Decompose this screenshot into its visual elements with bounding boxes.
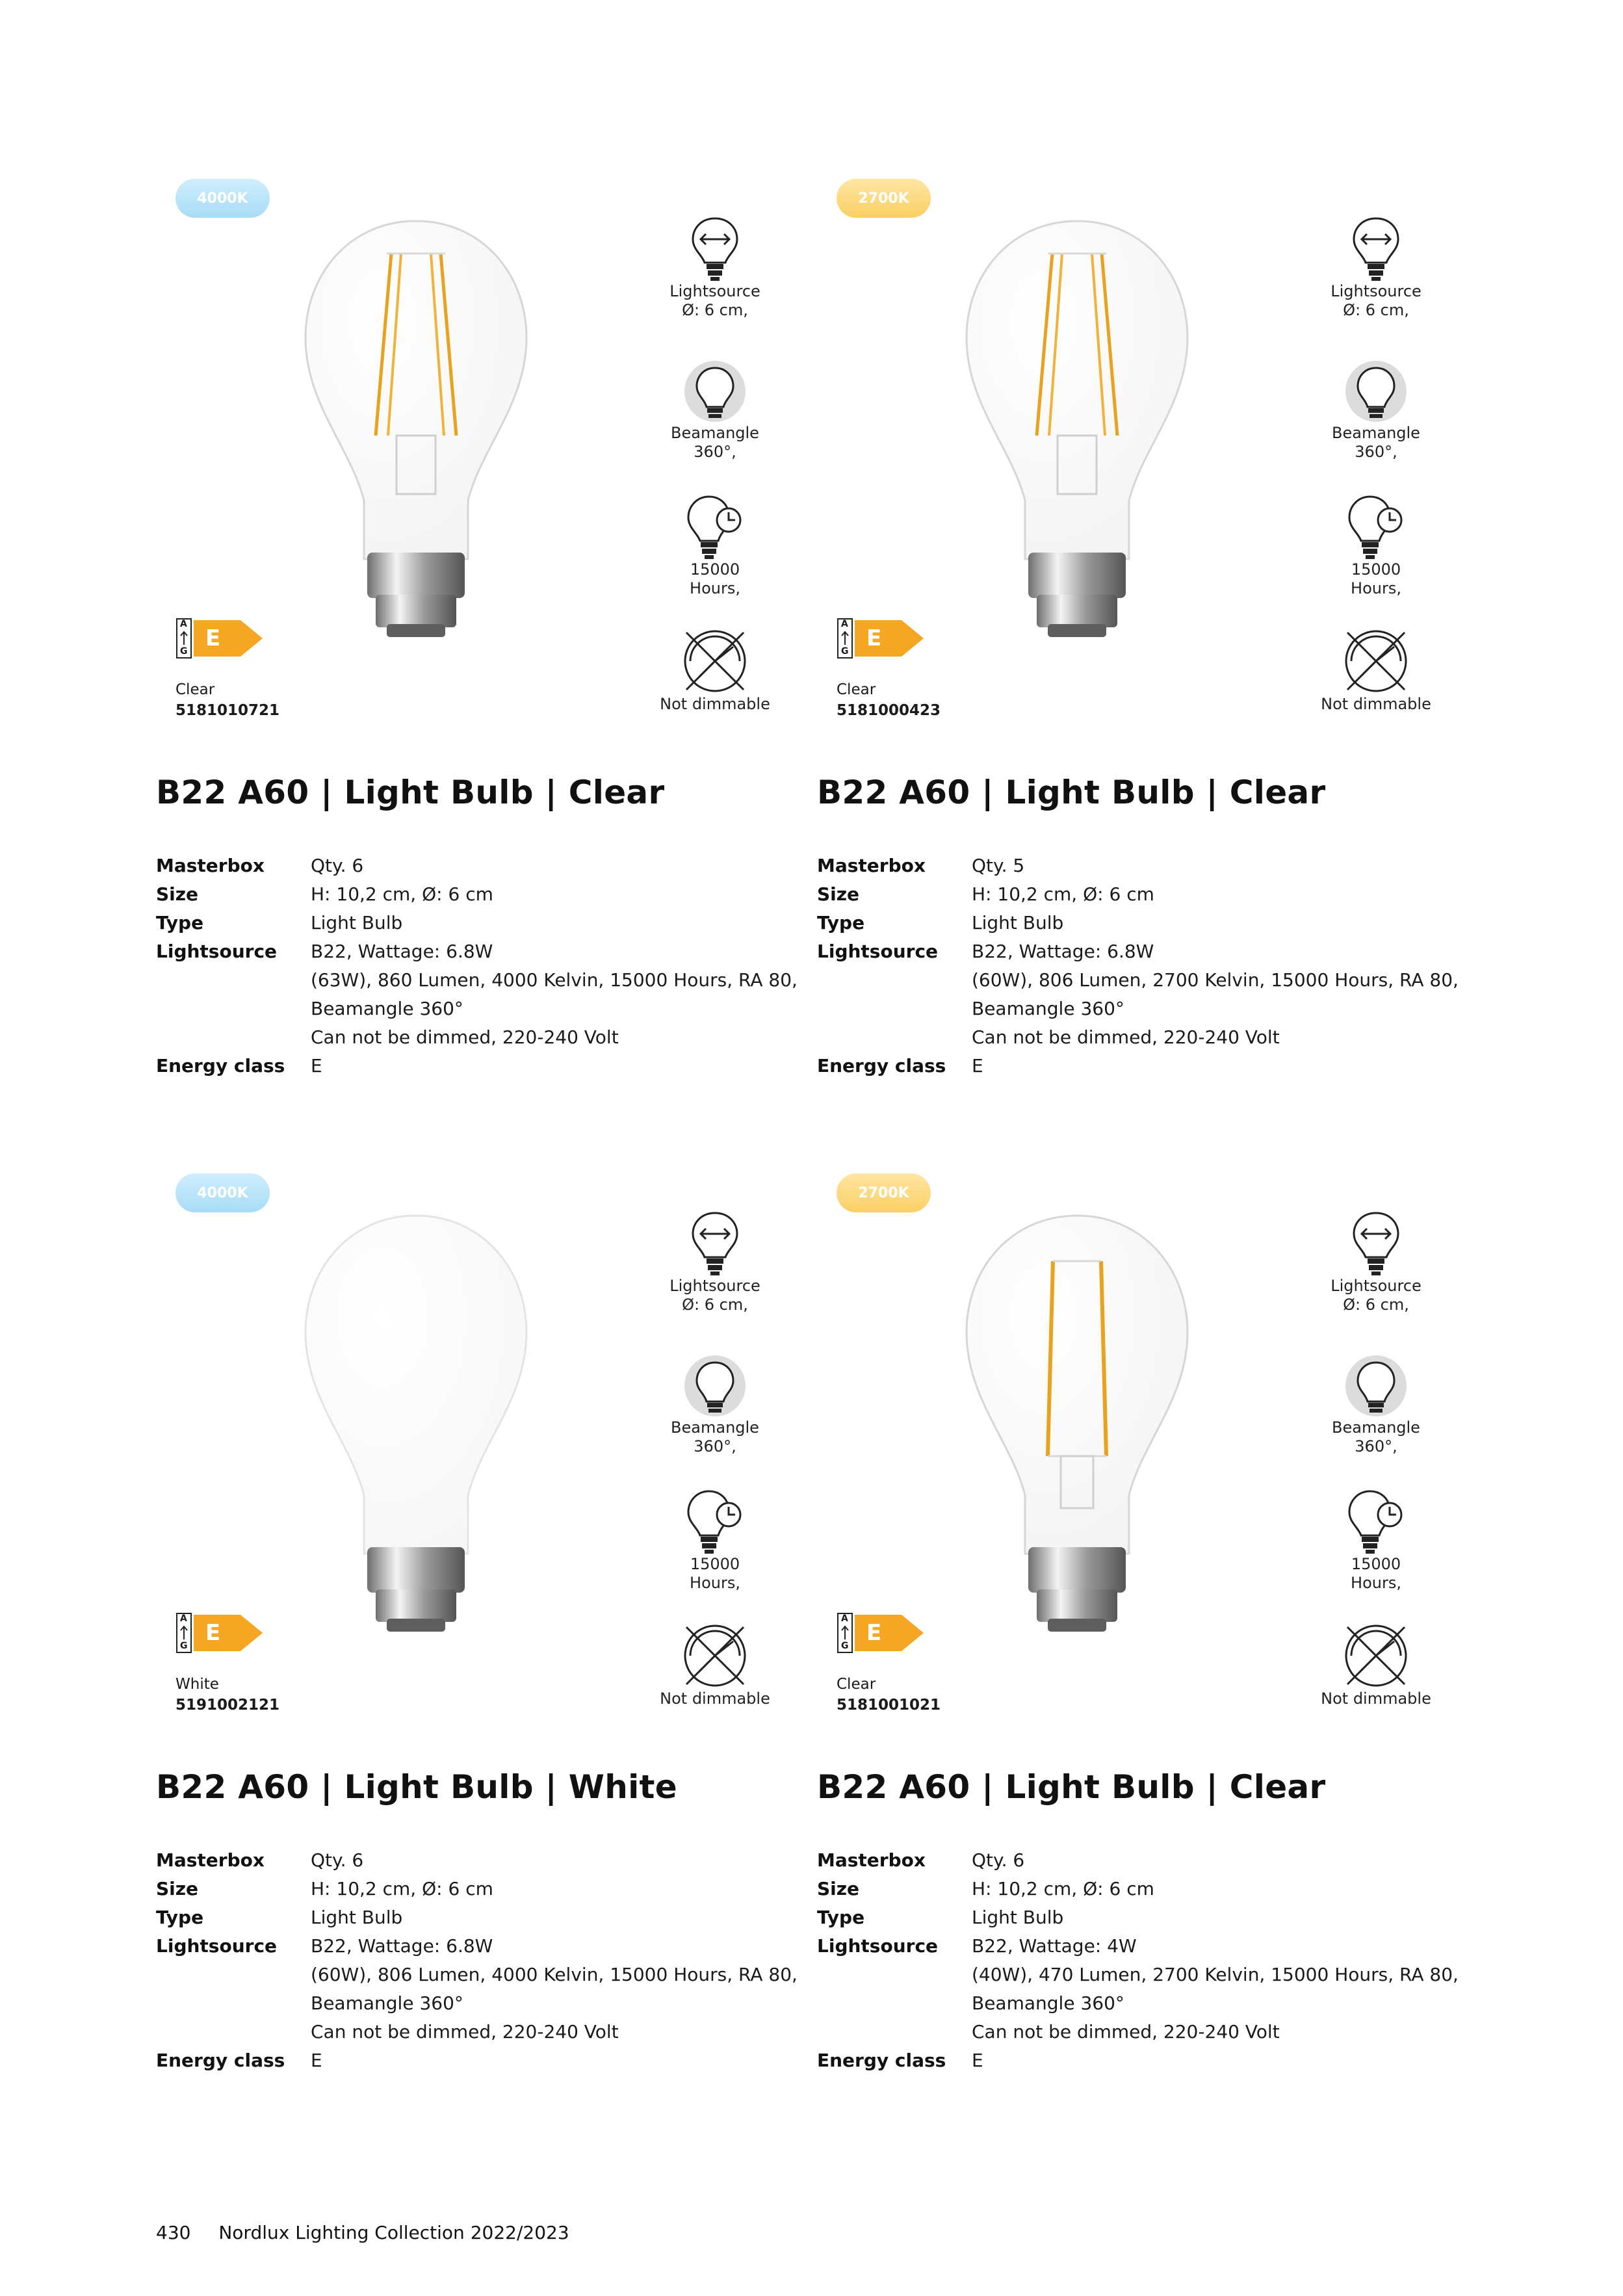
- energy-scale-top: A: [841, 619, 848, 629]
- finish-label: Clear: [837, 681, 876, 698]
- product-card: [817, 176, 1467, 1151]
- spec-value: E: [311, 1055, 322, 1076]
- lifetime-feature: [1311, 493, 1441, 598]
- lightsource-label: Lightsource: [669, 1277, 760, 1295]
- energy-label-icon: [175, 618, 266, 659]
- finish-label: White: [175, 1676, 219, 1693]
- spec-value: E: [972, 1055, 983, 1076]
- lightsource-feature: [1311, 215, 1441, 320]
- spec-label: Energy class: [817, 2050, 946, 2071]
- bulb-image: [299, 1209, 533, 1638]
- spec-table: [817, 1846, 1467, 2075]
- spec-row-masterbox: [156, 852, 806, 880]
- hours-label: Hours,: [690, 1574, 740, 1592]
- not-dimmable-icon: [650, 1622, 780, 1689]
- spec-line: B22, Wattage: 6.8W: [972, 941, 1154, 962]
- product-title: B22 A60 | Light Bulb | White: [156, 1768, 677, 1806]
- lifetime-hours-icon: [650, 1487, 780, 1555]
- beam-angle-icon: [1311, 1353, 1441, 1418]
- spec-label: Type: [156, 912, 204, 933]
- spec-row-energy: [817, 1052, 1467, 1080]
- lightsource-feature: [650, 1209, 780, 1314]
- spec-label: Energy class: [156, 1055, 285, 1076]
- dimmable-label: Not dimmable: [1321, 1689, 1431, 1708]
- page-footer: [156, 2222, 591, 2243]
- spec-label: Lightsource: [817, 1935, 939, 1957]
- hours-value: 15000: [1351, 1555, 1401, 1573]
- spec-row-type: [156, 909, 806, 937]
- spec-label: Size: [156, 1878, 199, 1899]
- finish-label: Clear: [837, 1676, 876, 1693]
- spec-value: H: 10,2 cm, Ø: 6 cm: [311, 883, 493, 905]
- spec-row-lightsource: [156, 1932, 806, 2046]
- bulb-image: [960, 215, 1194, 644]
- lifetime-feature: [650, 1487, 780, 1593]
- spec-line: Can not be dimmed, 220-240 Volt: [311, 1026, 619, 1048]
- spec-row-size: [817, 1875, 1467, 1903]
- spec-value: E: [972, 2050, 983, 2071]
- spec-value: H: 10,2 cm, Ø: 6 cm: [972, 883, 1154, 905]
- spec-label: Size: [817, 1878, 860, 1899]
- beamangle-label: Beamangle: [671, 424, 759, 442]
- spec-row-size: [817, 880, 1467, 909]
- lightsource-diameter-icon: [650, 1209, 780, 1277]
- beamangle-value: 360°,: [694, 443, 736, 461]
- energy-scale-bottom: G: [180, 646, 188, 657]
- hours-label: Hours,: [1351, 1574, 1401, 1592]
- spec-label: Type: [817, 912, 865, 933]
- product-title: B22 A60 | Light Bulb | Clear: [817, 774, 1326, 811]
- spec-row-type: [156, 1903, 806, 1932]
- beamangle-feature: [650, 1353, 780, 1456]
- hours-value: 15000: [690, 1555, 740, 1573]
- page-number: 430: [156, 2222, 191, 2243]
- spec-row-masterbox: [156, 1846, 806, 1875]
- spec-row-energy: [156, 1052, 806, 1080]
- product-title: B22 A60 | Light Bulb | Clear: [817, 1768, 1326, 1806]
- beamangle-value: 360°,: [1355, 1437, 1397, 1455]
- energy-label-icon: [175, 1612, 266, 1654]
- spec-label: Lightsource: [156, 941, 278, 962]
- hours-value: 15000: [1351, 560, 1401, 579]
- spec-label: Masterbox: [817, 855, 926, 876]
- product-sku: 5191002121: [175, 1697, 280, 1714]
- product-sku: 5181001021: [837, 1697, 941, 1714]
- spec-line: (63W), 860 Lumen, 4000 Kelvin, 15000 Hours, RA 80,: [311, 969, 798, 991]
- spec-value-lines: [311, 1932, 806, 2046]
- spec-value: Light Bulb: [972, 1907, 1064, 1928]
- spec-value-lines: [972, 1932, 1467, 2046]
- color-temperature-badge: 4000K: [175, 179, 270, 218]
- spec-line: (60W), 806 Lumen, 2700 Kelvin, 15000 Hours, RA 80,: [972, 969, 1459, 991]
- lightsource-value: Ø: 6 cm,: [682, 301, 748, 319]
- spec-value: E: [311, 2050, 322, 2071]
- spec-value-lines: [311, 937, 806, 1052]
- spec-row-lightsource: [817, 1932, 1467, 2046]
- spec-label: Lightsource: [817, 941, 939, 962]
- color-temperature-badge: 2700K: [837, 179, 931, 218]
- lightsource-value: Ø: 6 cm,: [1343, 1296, 1409, 1314]
- spec-table: [817, 852, 1467, 1080]
- energy-label-icon: [837, 618, 928, 659]
- energy-scale-bottom: G: [180, 1641, 188, 1651]
- spec-line: Can not be dimmed, 220-240 Volt: [311, 2021, 619, 2042]
- spec-value: H: 10,2 cm, Ø: 6 cm: [972, 1878, 1154, 1899]
- not-dimmable-icon: [650, 627, 780, 695]
- not-dimmable-icon: [1311, 627, 1441, 695]
- spec-line: B22, Wattage: 4W: [972, 1935, 1137, 1957]
- lightsource-label: Lightsource: [1331, 282, 1422, 300]
- spec-label: Type: [156, 1907, 204, 1928]
- spec-row-size: [156, 1875, 806, 1903]
- spec-value: Qty. 6: [972, 1849, 1025, 1871]
- spec-label: Masterbox: [817, 1849, 926, 1871]
- lightsource-label: Lightsource: [1331, 1277, 1422, 1295]
- dimmable-label: Not dimmable: [660, 695, 770, 713]
- spec-label: Lightsource: [156, 1935, 278, 1957]
- lightsource-value: Ø: 6 cm,: [682, 1296, 748, 1314]
- spec-row-size: [156, 880, 806, 909]
- dimmable-feature: [650, 1622, 780, 1708]
- spec-label: Type: [817, 1907, 865, 1928]
- spec-line: Beamangle 360°: [311, 1992, 463, 2014]
- energy-scale-top: A: [180, 1613, 187, 1624]
- lifetime-feature: [650, 493, 780, 598]
- energy-class-letter: E: [205, 625, 221, 651]
- energy-scale-bottom: G: [841, 1641, 849, 1651]
- hours-label: Hours,: [690, 579, 740, 597]
- spec-row-type: [817, 909, 1467, 937]
- spec-value-lines: [972, 937, 1467, 1052]
- lifetime-hours-icon: [1311, 1487, 1441, 1555]
- beamangle-label: Beamangle: [671, 1418, 759, 1437]
- beamangle-value: 360°,: [1355, 443, 1397, 461]
- product-card: [156, 176, 806, 1151]
- lightsource-diameter-icon: [650, 215, 780, 282]
- spec-row-type: [817, 1903, 1467, 1932]
- product-card: [156, 1170, 806, 2145]
- beamangle-feature: [1311, 359, 1441, 462]
- lifetime-hours-icon: [1311, 493, 1441, 560]
- product-sku: 5181000423: [837, 702, 941, 719]
- lightsource-value: Ø: 6 cm,: [1343, 301, 1409, 319]
- lifetime-feature: [1311, 1487, 1441, 1593]
- hours-value: 15000: [690, 560, 740, 579]
- spec-row-lightsource: [817, 937, 1467, 1052]
- spec-table: [156, 852, 806, 1080]
- spec-line: (40W), 470 Lumen, 2700 Kelvin, 15000 Hours, RA 80,: [972, 1964, 1459, 1985]
- bulb-image: [960, 1209, 1194, 1638]
- energy-class-letter: E: [866, 1620, 882, 1646]
- spec-value: Light Bulb: [311, 912, 403, 933]
- spec-row-masterbox: [817, 852, 1467, 880]
- lightsource-label: Lightsource: [669, 282, 760, 300]
- spec-line: Beamangle 360°: [972, 1992, 1124, 2014]
- beamangle-label: Beamangle: [1332, 1418, 1420, 1437]
- hours-label: Hours,: [1351, 579, 1401, 597]
- beam-angle-icon: [1311, 359, 1441, 424]
- energy-scale-bottom: G: [841, 646, 849, 657]
- beamangle-feature: [1311, 1353, 1441, 1456]
- spec-value: Qty. 6: [311, 855, 364, 876]
- dimmable-label: Not dimmable: [660, 1689, 770, 1708]
- product-card: [817, 1170, 1467, 2145]
- spec-line: B22, Wattage: 6.8W: [311, 1935, 493, 1957]
- dimmable-feature: [650, 627, 780, 714]
- product-sku: 5181010721: [175, 702, 280, 719]
- spec-value: Qty. 6: [311, 1849, 364, 1871]
- energy-label-icon: [837, 1612, 928, 1654]
- product-title: B22 A60 | Light Bulb | Clear: [156, 774, 665, 811]
- beamangle-value: 360°,: [694, 1437, 736, 1455]
- spec-value: H: 10,2 cm, Ø: 6 cm: [311, 1878, 493, 1899]
- color-temperature-badge: 4000K: [175, 1173, 270, 1212]
- spec-row-masterbox: [817, 1846, 1467, 1875]
- bulb-image: [299, 215, 533, 644]
- color-temperature-badge: 2700K: [837, 1173, 931, 1212]
- lightsource-diameter-icon: [1311, 1209, 1441, 1277]
- finish-label: Clear: [175, 681, 215, 698]
- dimmable-feature: [1311, 627, 1441, 714]
- lightsource-feature: [1311, 1209, 1441, 1314]
- spec-line: Can not be dimmed, 220-240 Volt: [972, 2021, 1280, 2042]
- spec-label: Energy class: [817, 1055, 946, 1076]
- energy-scale-top: A: [180, 619, 187, 629]
- spec-row-energy: [156, 2046, 806, 2075]
- spec-value: Qty. 5: [972, 855, 1025, 876]
- energy-class-letter: E: [866, 625, 882, 651]
- spec-line: Can not be dimmed, 220-240 Volt: [972, 1026, 1280, 1048]
- spec-row-lightsource: [156, 937, 806, 1052]
- not-dimmable-icon: [1311, 1622, 1441, 1689]
- spec-label: Masterbox: [156, 1849, 265, 1871]
- spec-label: Size: [817, 883, 860, 905]
- lightsource-diameter-icon: [1311, 215, 1441, 282]
- spec-line: Beamangle 360°: [972, 998, 1124, 1019]
- spec-value: Light Bulb: [972, 912, 1064, 933]
- beamangle-feature: [650, 359, 780, 462]
- spec-line: (60W), 806 Lumen, 4000 Kelvin, 15000 Hours, RA 80,: [311, 1964, 798, 1985]
- dimmable-feature: [1311, 1622, 1441, 1708]
- lifetime-hours-icon: [650, 493, 780, 560]
- spec-line: Beamangle 360°: [311, 998, 463, 1019]
- beamangle-label: Beamangle: [1332, 424, 1420, 442]
- lightsource-feature: [650, 215, 780, 320]
- spec-table: [156, 1846, 806, 2075]
- spec-value: Light Bulb: [311, 1907, 403, 1928]
- dimmable-label: Not dimmable: [1321, 695, 1431, 713]
- energy-class-letter: E: [205, 1620, 221, 1646]
- spec-line: B22, Wattage: 6.8W: [311, 941, 493, 962]
- spec-label: Masterbox: [156, 855, 265, 876]
- beam-angle-icon: [650, 359, 780, 424]
- spec-label: Size: [156, 883, 199, 905]
- spec-row-energy: [817, 2046, 1467, 2075]
- beam-angle-icon: [650, 1353, 780, 1418]
- spec-label: Energy class: [156, 2050, 285, 2071]
- publication-title: Nordlux Lighting Collection 2022/2023: [218, 2222, 569, 2243]
- energy-scale-top: A: [841, 1613, 848, 1624]
